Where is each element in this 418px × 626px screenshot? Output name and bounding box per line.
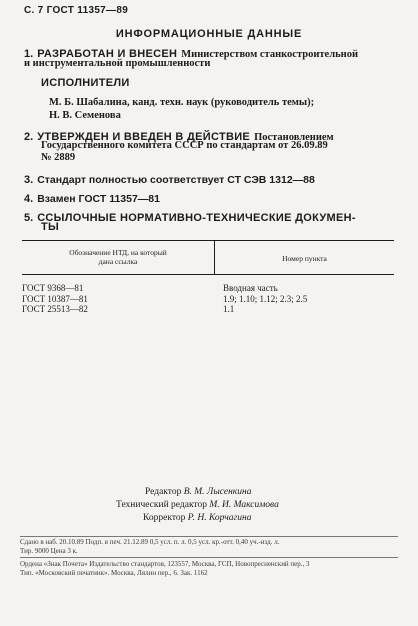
table-cell-clause: 1.9; 1.10; 1.12; 2.3; 2.5 [223,293,308,304]
table-cell-clause: 1.1 [223,304,235,314]
imprint-mid-rule [20,557,398,558]
credit-role: Редактор [145,487,182,497]
table-top-rule [22,240,394,241]
item-text: Постановлением [254,132,334,143]
item-replaces [24,189,160,207]
table-header-document-line2: дана ссылка [98,257,138,266]
credit-proofreader [143,513,251,523]
performers-heading: ИСПОЛНИТЕЛИ [41,77,130,89]
imprint-line1: Сдано в наб. 20.10.89 Подп. в печ. 21.12.89 0,5 усл. п. л. 0,5 усл. кр.-отт. 0,40 уч.-изд. л. [20,538,280,546]
credit-role: Корректор [143,513,186,523]
table-header-document-line1: Обозначение НТД, на который [69,248,167,257]
item-references [24,208,356,226]
item-caption: РАЗРАБОТАН И ВНЕСЕН [37,48,178,60]
item-references-line2: ТЫ [41,221,60,233]
item-caption: ССЫЛОЧНЫЕ НОРМАТИВНО-ТЕХНИЧЕСКИЕ ДОКУМЕН- [37,212,356,224]
table-cell-clause: Вводная часть [223,283,278,293]
credit-name: В. М. Лысенкина [183,487,252,497]
credit-name: М. И. Максимова [209,500,279,510]
item-text: Министерством станкостроительной [181,49,358,60]
item-approved-line2: Государственного комитета СССР по стандартам от 26.09.89 [41,140,328,151]
item-conformity [24,170,315,188]
table-column-clauses [223,283,307,315]
imprint-line3: Ордена «Знак Почета» Издательство стандартов, 123557, Москва, ГСП, Новопресненский пер., 3 [20,560,310,568]
item-developed-line2: и инструментальной промышленности [24,58,211,69]
item-number: 1. [24,48,34,60]
page-header: С. 7 ГОСТ 11357—89 [24,5,129,16]
page-title: ИНФОРМАЦИОННЫЕ ДАННЫЕ [115,28,303,40]
item-number: 5. [24,212,34,224]
table-cell-doc: ГОСТ 25513—82 [22,304,88,314]
imprint-line4: Тип. «Московский печатник». Москва, Лялин пер., 6. Зак. 1162 [20,569,208,577]
item-caption: УТВЕРЖДЕН И ВВЕДЕН В ДЕЙСТВИЕ [37,131,251,143]
table-cell-doc: ГОСТ 10387—81 [22,293,88,304]
credit-tech-editor [116,500,279,510]
item-text: Стандарт полностью соответствует СТ СЭВ 1312—88 [37,174,315,186]
imprint-top-rule [20,536,398,537]
table-cell-doc: ГОСТ 9368—81 [22,283,84,293]
table-header-document [22,248,214,266]
item-number: 3. [24,174,34,186]
credit-editor [145,487,251,497]
table-header-clause: Номер пункта [282,254,327,263]
table-column-documents [22,283,88,315]
imprint-line2: Тир. 9000 Цена 3 к. [20,547,78,555]
performers-line2: Н. В. Семенова [49,110,121,121]
performers-line1: М. Б. Шабалина, канд. техн. наук (руководитель темы); [49,97,315,108]
item-number: 2. [24,131,34,143]
item-number: 4. [24,193,34,205]
credit-name: Р. Н. Корчагина [187,513,252,523]
table-header-rule [22,274,394,275]
item-approved-line3: № 2889 [41,152,76,163]
credit-role: Технический редактор [116,500,207,510]
item-text: Взамен ГОСТ 11357—81 [37,193,160,205]
